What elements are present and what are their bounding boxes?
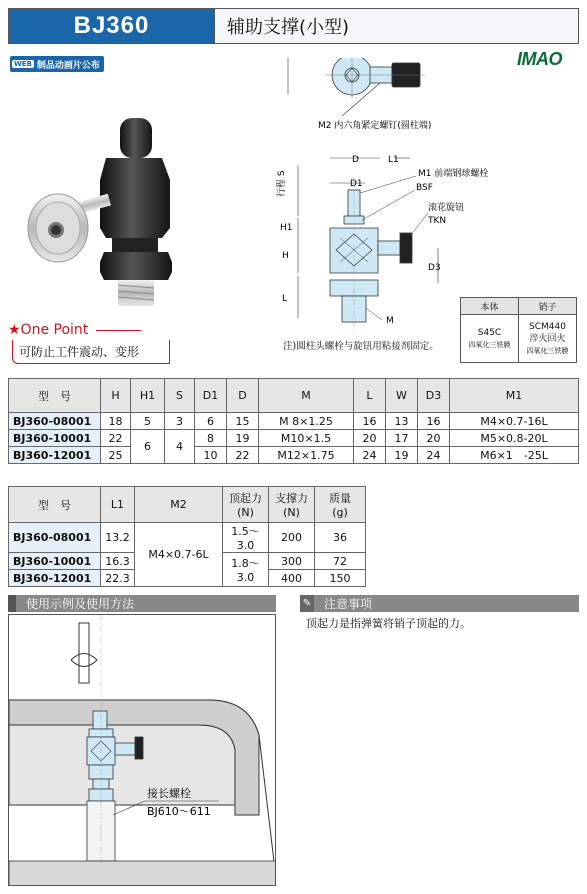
- table-row: BJ360-10001 16.3 1.8～3.0 300 72: [9, 553, 366, 570]
- dim-h: H: [282, 251, 289, 261]
- usage-callout: 接长螺栓: [147, 787, 191, 800]
- callout-bsf: BSF: [416, 183, 433, 193]
- dim-h1: H1: [280, 223, 293, 233]
- web-tag: WEB: [14, 60, 32, 68]
- caution-header: [300, 595, 579, 612]
- one-point: [8, 322, 170, 364]
- web-badge-text: 制品动画片公布: [36, 60, 100, 71]
- spec-table-1: 型 号 H H1 S D1 D M L W D3 M1 BJ360-08001 18 5 3 6 15 M 8×1.25 16 13 16 M4×0.7-16L BJ360-10001 22 6 4 8 19 M10×1.5 20 17 20 M5×0.8-20L BJ360-12001 25 10 22 M12×1.75 24 19 24 M6×1 -25L: [8, 378, 579, 464]
- callout-knob: 滚花旋钮: [428, 203, 465, 213]
- table-row: BJ360-12001 25 10 22 M12×1.75 24 19 24 M6×1 -25L: [9, 447, 579, 464]
- callout-m: M: [386, 316, 394, 326]
- callout-tkn: TKN: [428, 216, 447, 226]
- dim-d1: D1: [350, 179, 363, 189]
- mat-header-pin: 销子: [519, 298, 577, 315]
- mat-pin: SCM440 淬火回火 四氧化三铁膜: [519, 315, 577, 363]
- callout-m1: M1 前端钢球螺栓: [418, 169, 489, 179]
- usage-title: 使用示例及使用方法: [26, 597, 135, 611]
- title-bar: [8, 8, 579, 44]
- usage-ref: BJ610～611: [147, 805, 211, 818]
- caution-text: 顶起力是指弹簧将销子顶起的力。: [306, 617, 471, 630]
- dim-d: D: [352, 155, 359, 165]
- section-marker-icon: [8, 595, 16, 612]
- caution-title: 注意事项: [324, 597, 373, 611]
- product-name: 辅助支撑(小型): [214, 9, 578, 43]
- table-row: BJ360-08001 13.2 M4×0.7-6L 1.5～3.0 200 36: [9, 523, 366, 553]
- note: 注)圆柱头螺栓与旋钮用粘接剂固定。: [283, 341, 439, 352]
- mat-body: S45C 四氧化三铁膜: [461, 315, 519, 363]
- table-row: BJ360-10001 22 6 4 8 19 M10×1.5 20 17 20 M5×0.8-20L: [9, 430, 579, 447]
- one-point-text: 可防止工件震动、变形: [12, 340, 170, 364]
- spec-table-2: 型 号 L1 M2 顶起力 (N) 支撑力 (N) 质量 (g) BJ360-08001 13.2 M4×0.7-6L 1.5～3.0 200 36 BJ360-10001 16.3 1.8～3.0 300 72 BJ360-12001 22.3 400 150: [8, 486, 366, 587]
- usage-header: [8, 595, 276, 612]
- dim-d3: D3: [428, 263, 441, 273]
- table-row: BJ360-12001 22.3 400 150: [9, 570, 366, 587]
- product-photo: [20, 110, 200, 310]
- table-row: BJ360-08001 18 5 3 6 15 M 8×1.25 16 13 16 M4×0.7-16L: [9, 413, 579, 430]
- brand-logo: IMAO: [517, 49, 562, 69]
- usage-illustration: [8, 614, 276, 886]
- callout-m2: M2 内六角紧定螺钉(圆柱端): [318, 121, 432, 131]
- one-point-title: ★One Point: [8, 322, 89, 338]
- mat-header-body: 本体: [461, 298, 519, 315]
- materials-table: [460, 297, 577, 363]
- pencil-icon: ✎: [300, 595, 314, 612]
- web-animation-badge[interactable]: [10, 56, 104, 72]
- dim-l1: L1: [388, 155, 399, 165]
- dim-stroke: 行程 S: [277, 170, 287, 197]
- product-code: BJ360: [9, 9, 214, 43]
- dim-l: L: [282, 294, 288, 304]
